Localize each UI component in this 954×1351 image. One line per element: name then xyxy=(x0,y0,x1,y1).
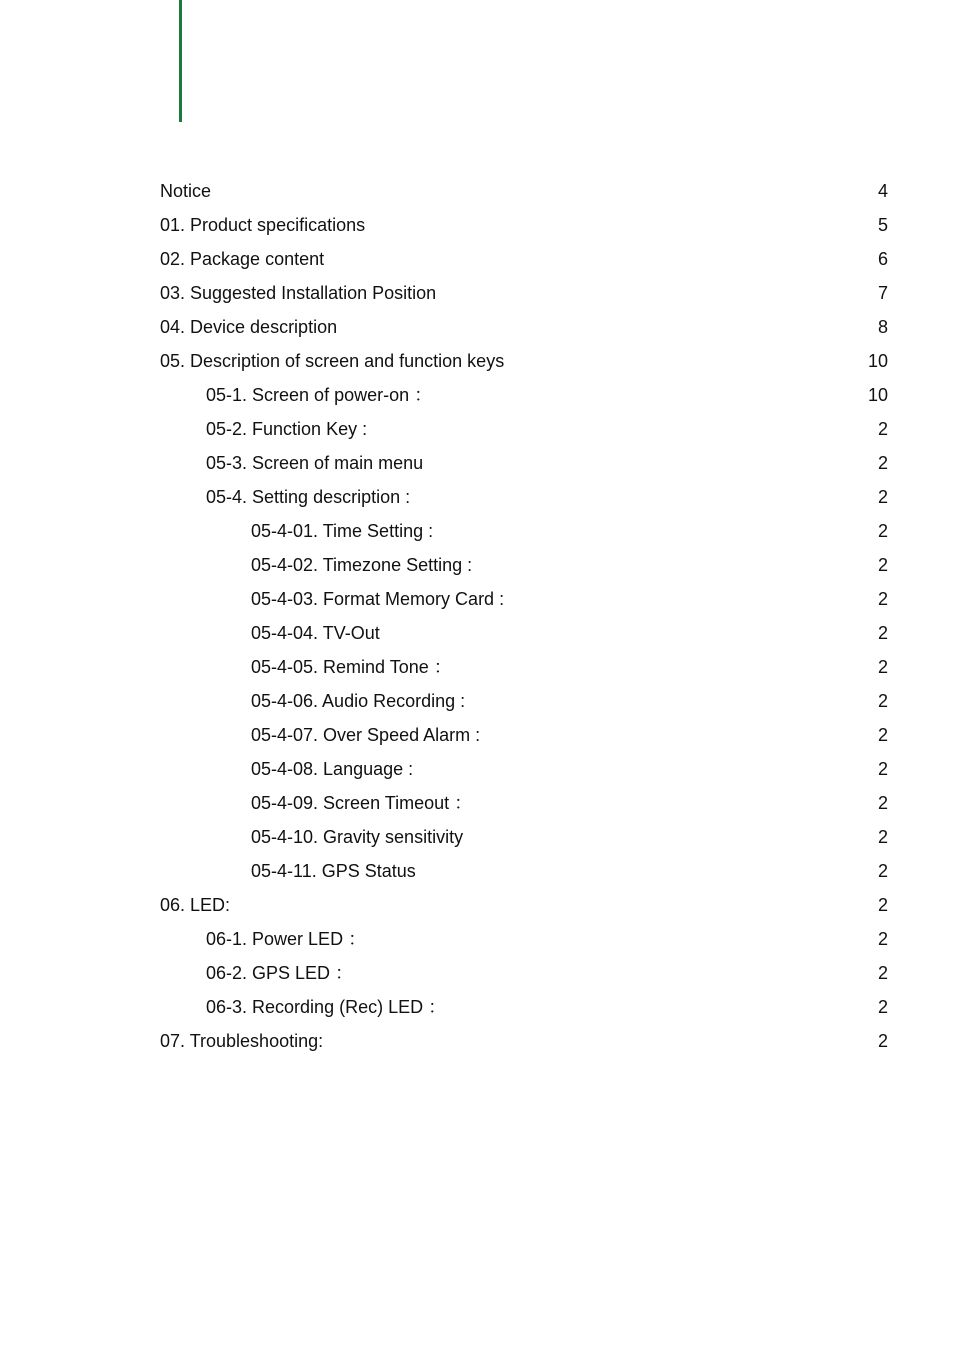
accent-bar xyxy=(179,0,182,122)
toc-entry-title: 05-4-08. Language : xyxy=(251,759,414,779)
toc-entry-page: 2 xyxy=(877,929,888,949)
toc-entry-page: 7 xyxy=(877,283,888,303)
toc-entry-title: 06. LED: xyxy=(160,895,231,915)
toc-entry-page: 2 xyxy=(877,623,888,643)
toc-entry-page: 2 xyxy=(877,1031,888,1051)
toc-entry-page: 6 xyxy=(877,249,888,269)
toc-entry[interactable] xyxy=(160,922,888,956)
toc-entry[interactable] xyxy=(160,616,888,650)
toc-entry-title: 04. Device description xyxy=(160,317,338,337)
toc-entry[interactable] xyxy=(160,820,888,854)
toc-entry[interactable] xyxy=(160,582,888,616)
toc-entry-title: 05-4. Setting description : xyxy=(206,487,411,507)
toc-entry-page: 2 xyxy=(877,793,888,813)
toc-entry-page: 4 xyxy=(877,181,888,201)
toc-entry-page: 2 xyxy=(877,521,888,541)
toc-entry-page: 2 xyxy=(877,895,888,915)
toc-entry-page: 2 xyxy=(877,419,888,439)
toc-entry-title: 05-4-09. Screen Timeout ： xyxy=(251,793,473,813)
toc-entry-page: 2 xyxy=(877,589,888,609)
toc-entry-page: 2 xyxy=(877,453,888,473)
toc-entry[interactable] xyxy=(160,752,888,786)
toc-entry-title: 05-3. Screen of main menu xyxy=(206,453,424,473)
toc-entry[interactable] xyxy=(160,208,888,242)
toc-entry-page: 2 xyxy=(877,861,888,881)
toc-entry[interactable] xyxy=(160,514,888,548)
table-of-contents xyxy=(160,174,888,1058)
toc-entry-page: 2 xyxy=(877,759,888,779)
toc-entry-title: 01. Product specifications xyxy=(160,215,366,235)
toc-entry[interactable] xyxy=(160,276,888,310)
toc-entry[interactable] xyxy=(160,378,888,412)
toc-entry[interactable] xyxy=(160,956,888,990)
toc-entry-page: 2 xyxy=(877,827,888,847)
toc-entry-page: 2 xyxy=(877,691,888,711)
toc-entry[interactable] xyxy=(160,310,888,344)
toc-entry[interactable] xyxy=(160,718,888,752)
toc-entry-title: 05-4-02. Timezone Setting : xyxy=(251,555,473,575)
toc-entry[interactable] xyxy=(160,446,888,480)
toc-entry-title: 06-2. GPS LED ： xyxy=(206,963,354,983)
toc-entry-title: 06-1. Power LED ： xyxy=(206,929,367,949)
toc-entry-title: 05-4-04. TV-Out xyxy=(251,623,380,643)
toc-entry-page: 10 xyxy=(867,351,888,371)
toc-entry[interactable] xyxy=(160,854,888,888)
toc-entry-title: 05-2. Function Key : xyxy=(206,419,368,439)
toc-entry[interactable] xyxy=(160,548,888,582)
toc-entry-page: 2 xyxy=(877,997,888,1017)
toc-entry-title: 05-4-11. GPS Status xyxy=(251,861,416,881)
toc-entry-page: 5 xyxy=(877,215,888,235)
toc-entry[interactable] xyxy=(160,990,888,1024)
toc-entry-title: Notice xyxy=(160,181,212,201)
toc-entry[interactable] xyxy=(160,684,888,718)
toc-entry-title: 06-3. Recording (Rec) LED ： xyxy=(206,997,447,1017)
toc-entry-title: 03. Suggested Installation Position xyxy=(160,283,437,303)
toc-entry[interactable] xyxy=(160,344,888,378)
toc-entry[interactable] xyxy=(160,412,888,446)
toc-entry-title: 02. Package content xyxy=(160,249,325,269)
toc-entry[interactable] xyxy=(160,242,888,276)
toc-entry-title: 05-4-10. Gravity sensitivity xyxy=(251,827,464,847)
toc-entry[interactable] xyxy=(160,888,888,922)
toc-entry[interactable] xyxy=(160,650,888,684)
toc-entry-page: 8 xyxy=(877,317,888,337)
toc-entry[interactable] xyxy=(160,480,888,514)
toc-entry-title: 05. Description of screen and function keys xyxy=(160,351,505,371)
toc-entry-title: 07. Troubleshooting: xyxy=(160,1031,324,1051)
toc-entry-page: 2 xyxy=(877,657,888,677)
toc-entry[interactable] xyxy=(160,174,888,208)
toc-entry-title: 05-4-05. Remind Tone ： xyxy=(251,657,452,677)
toc-entry-title: 05-4-07. Over Speed Alarm : xyxy=(251,725,481,745)
toc-entry-page: 2 xyxy=(877,963,888,983)
toc-entry[interactable] xyxy=(160,1024,888,1058)
toc-entry-page: 2 xyxy=(877,725,888,745)
toc-entry-page: 2 xyxy=(877,487,888,507)
toc-entry-title: 05-4-06. Audio Recording : xyxy=(251,691,466,711)
toc-entry-title: 05-1. Screen of power-on ： xyxy=(206,385,433,405)
toc-entry-page: 2 xyxy=(877,555,888,575)
toc-entry-title: 05-4-03. Format Memory Card : xyxy=(251,589,505,609)
toc-entry[interactable] xyxy=(160,786,888,820)
toc-entry-title: 05-4-01. Time Setting : xyxy=(251,521,434,541)
toc-entry-page: 10 xyxy=(867,385,888,405)
